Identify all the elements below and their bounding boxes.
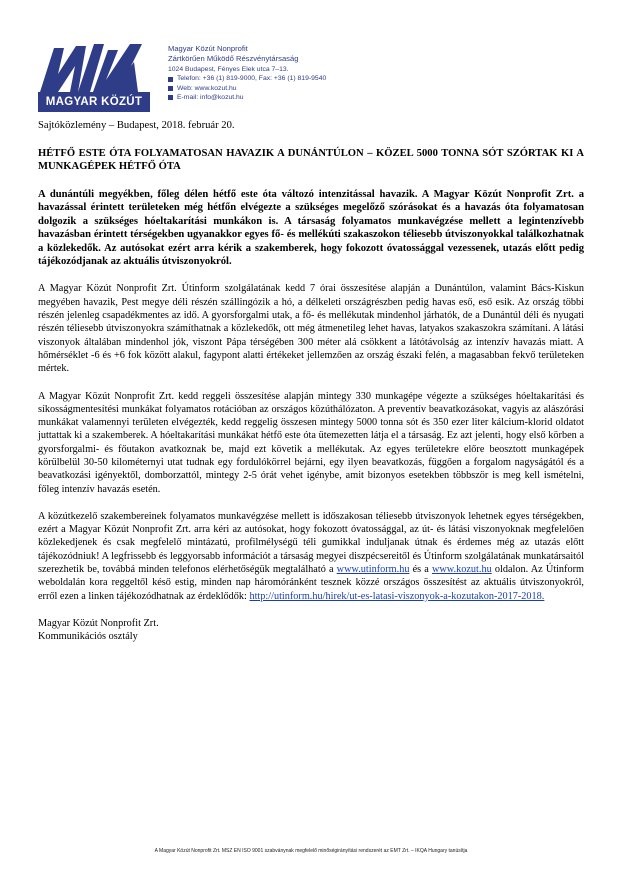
paragraph-3-text-a: A közútkezelő szakembereinek folyamatos munkavégzése mellett is időszakosan téliesebb útviszonyok lehetnek egyes térségekben, ezért a Magyar Közút Nonprofit Zrt. arra kéri az autósokat, hogy fokozott óvatossággal, az út- és látási viszonyoknak megfelelően közlekedjenek és csak megfelelő mintázatú, profilmélységű téli gumikkal induljanak útnak és érdemes még az utazás előtt tájékozódniuk! A legfrissebb és leggyorsabb információt a társaság megyei diszpécsereitől és Útinform szolgálatának munkatársaitól szerezhetik be, továbbá minden telefonos elérhetőségük megtalálható a	[38, 510, 584, 576]
company-info-block	[168, 44, 428, 103]
email-line	[168, 93, 428, 102]
web-icon	[168, 86, 173, 91]
utinform-link[interactable]: www.utinform.hu	[336, 564, 410, 576]
company-name-line2: Zártkörűen Működő Részvénytársaság	[168, 53, 299, 63]
web-text: Web: www.kozut.hu	[177, 84, 237, 92]
paragraph-2: A Magyar Közút Nonprofit Zrt. kedd reggeli összesítése alapján mintegy 330 munkagépe végezte a szükséges hóeltakarítási és síkosságmentesítési munkákat folyamatos rotációban az országos közúthálózaton. A preventív beavatkozásokat, vagyis az alászórási munkákat valamennyi területen elvégezték, kedd reggelig összesen mintegy 5000 tonna sót és 350 ezer liter kálcium-klorid oldatot juttattak ki a szakemberek. A hóeltakarítási munkákat hétfő este óta ütemezetten látja el a társaság. Ez azt jelenti, hogy első körben a gyorsforgalmi- és főutakon avatkoznak be, majd ezt követik a mellékutak. Az egyes területekre előre beosztott munkagépek körülbelül 30-50 kilométernyi utat tudnak egy fordulókörrel bejárni, egy ilyen beavatkozás, függően a forgalom nagyságától és a beavatkozási igényektől, domborzattól, mintegy 2-5 órát vehet igénybe, amit bizonyos esetekben többször is meg kell ismételni, főleg intenzív havazás esetén.	[38, 390, 584, 495]
email-text: E-mail: info@kozut.hu	[177, 94, 244, 102]
paragraph-3-text-b: és a	[409, 564, 432, 576]
paragraph-3	[38, 510, 584, 603]
company-name-line1: Magyar Közút Nonprofit	[168, 44, 248, 53]
web-line	[168, 84, 428, 93]
page-footer: A Magyar Közút Nonprofit Zrt. MSZ EN ISO 9001 szabványnak megfelelő minőségirányítási rendszerét az EMT Zrt. – IKQA Hungary tanúsítja	[154, 848, 468, 854]
paragraph-1: A Magyar Közút Nonprofit Zrt. Útinform szolgálatának kedd 7 órai összesítése alapján a Dunántúlon, valamint Bács-Kiskun megyében havazik, Pest megye déli részén szállingózik a hó, a délkeleti országrészben pedig havas eső, eső esik. Az ország többi részén jelenleg csapadékmentes az idő. A gyorsforgalmi utak, a fő- és mellékutak mindenhol járhatók, de a Dunántúl déli és nyugati részén téliesebb útviszonyokra számíthatnak a közlekedők, ott még átmenetileg lehet havas, latyakos szakaszokra számítani. A látási viszonyok általában mindenhol jók, viszont Pápa térségében 300 méter alá csökkent a látótávolság az intenzív havazás miatt. A hőmérséklet -6 és +6 fok között alakul, fagypont alatti értékeket jellemzően az ország északi felén, a magasabban fekvő területeken mértek.	[38, 283, 584, 375]
signature-department: Kommunikációs osztály	[38, 631, 138, 643]
signature-company: Magyar Közút Nonprofit Zrt.	[38, 617, 159, 629]
lead-paragraph: A dunántúli megyékben, főleg délen hétfő este óta változó intenzitással havazik. A Magyar Közút Nonprofit Zrt. a havazással érintett területeken még hétfőn elvégezte a szükséges megelőző szórásokat és a havazás óta folyamatosan dolgozik a szükséges hóeltakarítási munkákon is. A társaság folyamatos munkavégzése mellett a legintenzívebb havazásban érintett térségekben ugyanakkor egyes fő- és mellékúti szakaszokon téliesebb útviszonyokkal találkozhatnak a közlekedők. Az autósokat ezért arra kérik a szakemberek, hogy fokozott óvatossággal vezessenek, utazás előtt pedig tájékozódjanak az aktuális útviszonyokról.	[38, 189, 584, 268]
headline: HÉTFŐ ESTE ÓTA FOLYAMATOSAN HAVAZIK A DUNÁNTÚLON – KÖZEL 5000 TONNA SÓT SZÓRTAK KI A MUNKAGÉPEK HÉTFŐ ÓTA	[38, 148, 584, 172]
logo-wordmark: MAGYAR KÖZÚT	[45, 96, 143, 108]
kozut-link[interactable]: www.kozut.hu	[432, 564, 492, 576]
paragraph-3-text-c: oldalon. Az Útinform weboldalán kora reggeltől késő estig, minden nap háromóránként tesznek közzé országos összesítést az aktuális útviszonyokról, erről ezen a linken tájékozódhatnak az érdeklődők:	[38, 564, 584, 602]
phone-text: Telefon: +36 (1) 819-9000, Fax: +36 (1) 819-9540	[177, 75, 327, 83]
email-icon	[168, 95, 173, 100]
dateline: Sajtóközlemény – Budapest, 2018. február 20.	[38, 120, 235, 131]
phone-line	[168, 74, 428, 83]
road-conditions-link[interactable]: http://utinform.hu/hirek/ut-es-latasi-viszonyok-a-kozutakon-2017-2018.	[249, 590, 545, 602]
phone-icon	[168, 77, 173, 82]
company-address: 1024 Budapest, Fényes Elek utca 7–13.	[168, 66, 289, 74]
document-body	[38, 119, 584, 643]
